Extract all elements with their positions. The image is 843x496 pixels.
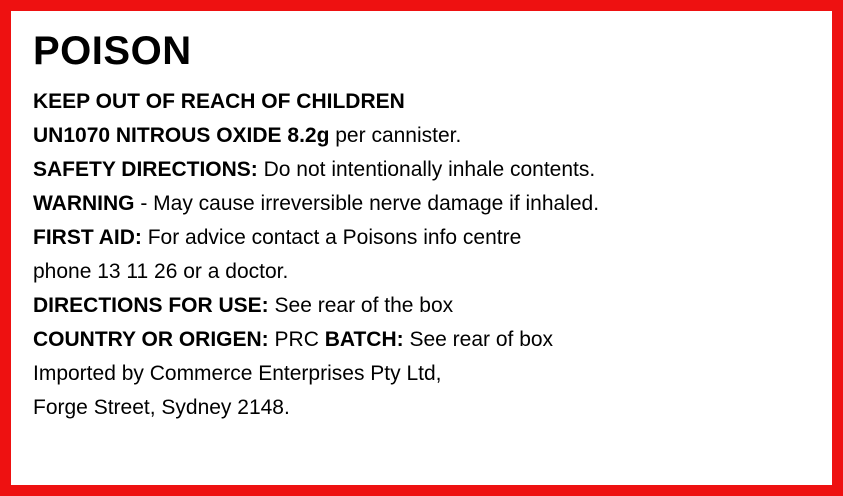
label-line-warning-bold: WARNING — [33, 192, 135, 215]
label-line-country-and-batch — [33, 323, 812, 357]
label-line-batch-normal: See rear of box — [403, 328, 554, 351]
label-line-warning — [33, 187, 812, 221]
label-title: POISON — [33, 29, 192, 73]
label-line-un-number-normal: per cannister. — [329, 124, 462, 147]
label-line-country-normal: PRC — [268, 328, 325, 351]
label-line-safety-directions — [33, 153, 812, 187]
label-line-keep-out-of-reach-bold: KEEP OUT OF REACH OF CHILDREN — [33, 90, 405, 113]
label-line-keep-out-of-reach — [33, 85, 812, 119]
label-line-importer-normal: Imported by Commerce Enterprises Pty Ltd, — [33, 362, 442, 385]
label-line-phone — [33, 255, 812, 289]
label-line-directions-for-use — [33, 289, 812, 323]
label-line-safety-directions-normal: Do not intentionally inhale contents. — [257, 158, 596, 181]
label-line-batch-bold: BATCH: — [324, 328, 404, 351]
label-line-directions-for-use-normal: See rear of the box — [268, 294, 454, 317]
label-text-block — [33, 85, 812, 425]
label-line-un-number — [33, 119, 812, 153]
label-line-safety-directions-bold: SAFETY DIRECTIONS: — [33, 158, 258, 181]
label-line-phone-normal: phone 13 11 26 or a doctor. — [33, 260, 289, 283]
label-line-first-aid-bold: FIRST AID: — [33, 226, 142, 249]
label-line-address-normal: Forge Street, Sydney 2148. — [33, 396, 290, 419]
label-line-warning-normal: - May cause irreversible nerve damage if inhaled. — [134, 192, 600, 215]
label-line-first-aid — [33, 221, 812, 255]
label-line-first-aid-normal: For advice contact a Poisons info centre — [141, 226, 522, 249]
label-line-un-number-bold: UN1070 NITROUS OXIDE 8.2g — [33, 124, 330, 147]
label-line-importer — [33, 357, 812, 391]
label-line-country-bold: COUNTRY OR ORIGEN: — [33, 328, 269, 351]
label-line-address — [33, 391, 812, 425]
label-line-directions-for-use-bold: DIRECTIONS FOR USE: — [33, 294, 269, 317]
